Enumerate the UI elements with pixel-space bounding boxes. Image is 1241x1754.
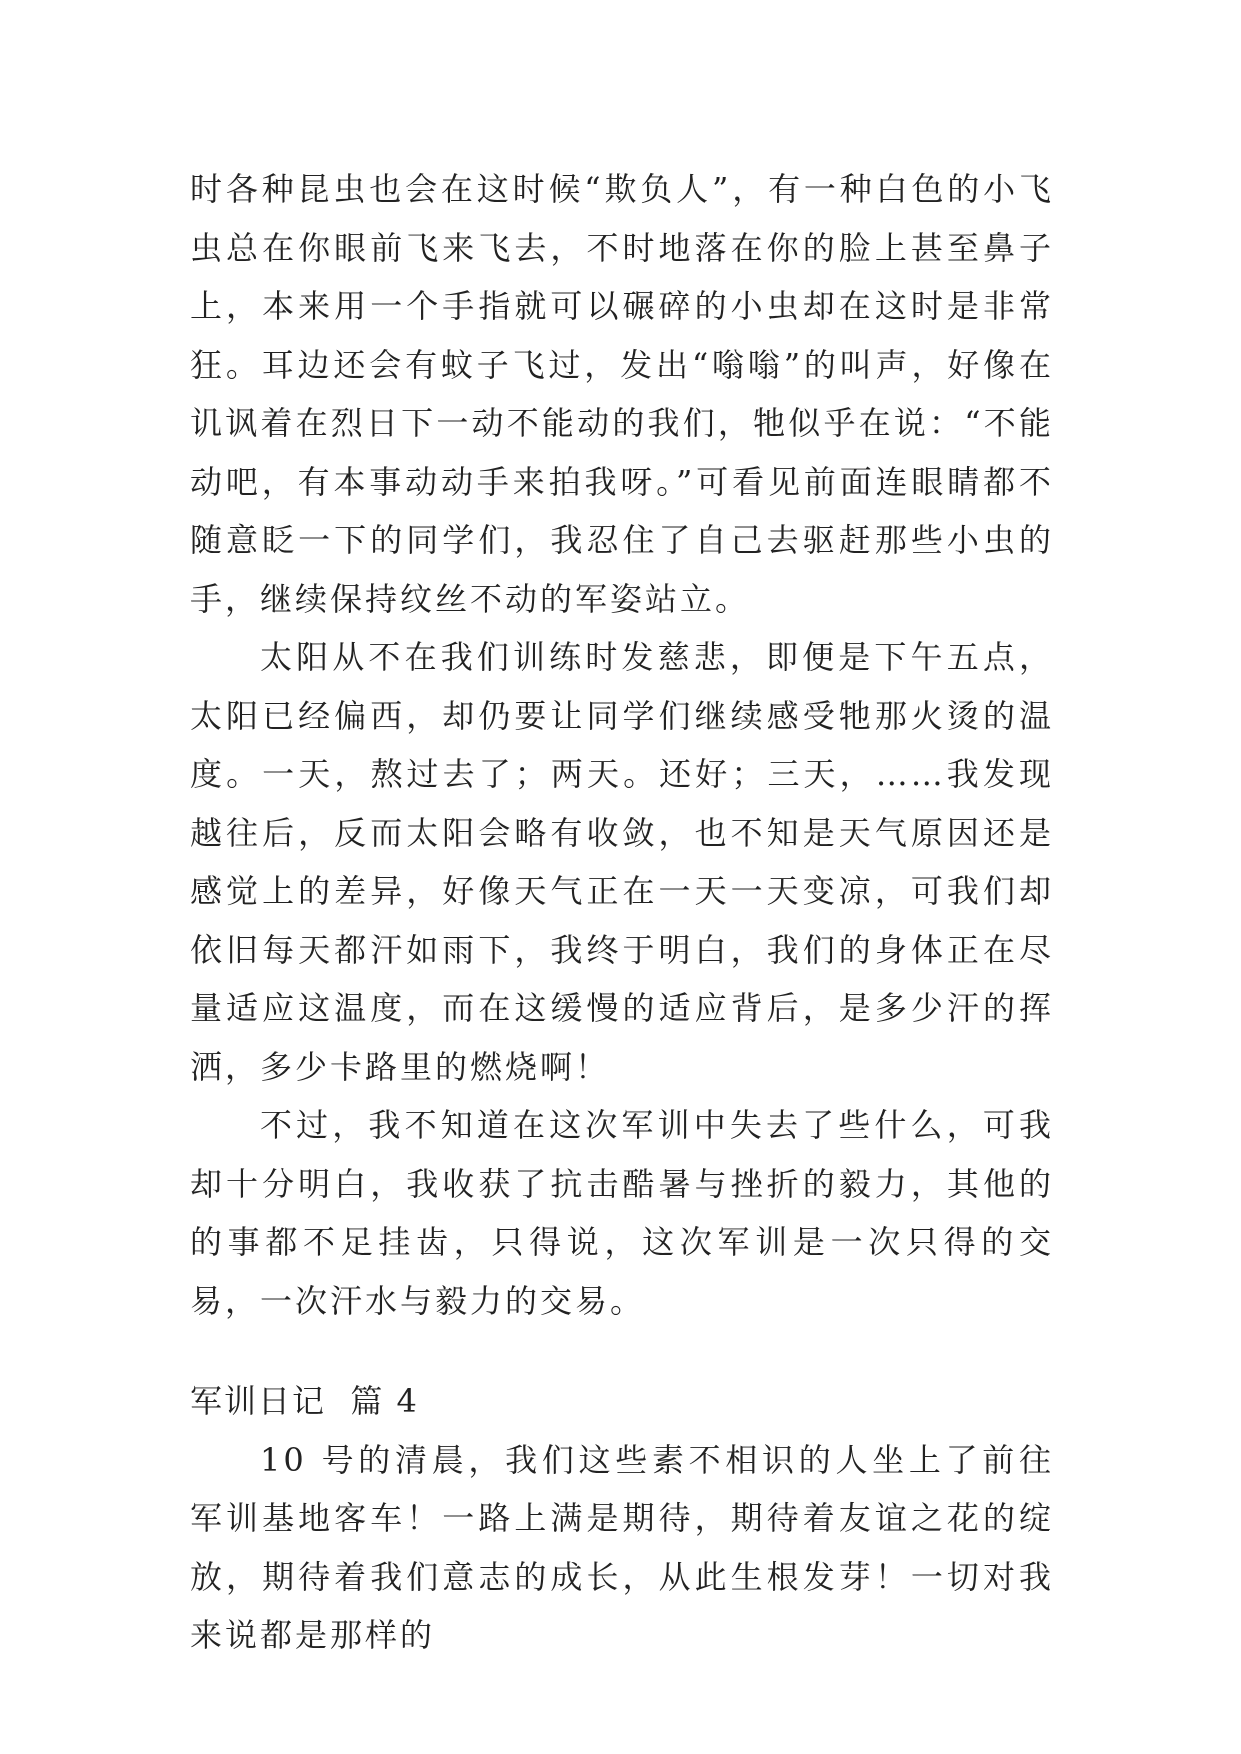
section-paragraph: 10 号的清晨，我们这些素不相识的人坐上了前往军训基地客车！一路上满是期待，期待着友谊之花的绽放，期待着我们意志的成长，从此生根发芽！一切对我来说都是那样的 [190, 1440, 1054, 1654]
document-body [190, 160, 1054, 1665]
paragraph-3: 不过，我不知道在这次军训中失去了些什么，可我却十分明白，我收获了抗击酷暑与挫折的毅力，其他的的事都不足挂齿，只得说，这次军训是一次只得的交易，一次汗水与毅力的交易。 [190, 1106, 1054, 1320]
section-heading: 军训日记 篇 4 [190, 1382, 419, 1420]
paragraph-2: 太阳从不在我们训练时发慈悲，即便是下午五点，太阳已经偏西，却仍要让同学们继续感受牠那火烫的温度。一天，熬过去了；两天。还好；三天，……我发现越往后，反而太阳会略有收敛，也不知是天气原因还是感觉上的差异，好像天气正在一天一天变凉，可我们却依旧每天都汗如雨下，我终于明白，我们的身体正在尽量适应这温度，而在这缓慢的适应背后，是多少汗的挥洒，多少卡路里的燃烧啊！ [190, 638, 1054, 1086]
paragraph-1: 时各种昆虫也会在这时候“欺负人”，有一种白色的小飞虫总在你眼前飞来飞去，不时地落在你的脸上甚至鼻子上，本来用一个手指就可以碾碎的小虫却在这时是非常狂。耳边还会有蚊子飞过，发出“嗡嗡”的叫声，好像在讥讽着在烈日下一动不能动的我们，牠似乎在说：“不能动吧，有本事动动手来拍我呀。”可看见前面连眼睛都不随意眨一下的同学们，我忍住了自己去驱赶那些小虫的手，继续保持纹丝不动的军姿站立。 [190, 170, 1054, 618]
